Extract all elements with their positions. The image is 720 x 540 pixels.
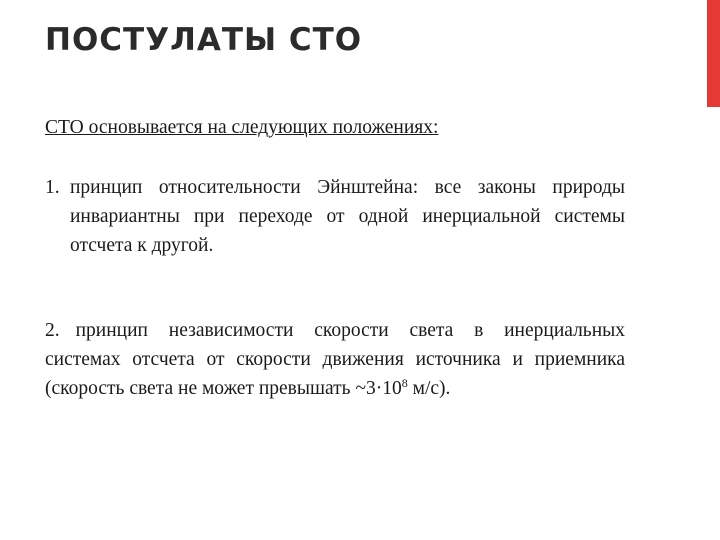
list-item-2-text-end: м/с). bbox=[407, 378, 451, 399]
list-item-2-number: 2. bbox=[45, 320, 60, 341]
intro-text: СТО основывается на следующих положениях: bbox=[45, 117, 439, 138]
list-item-2-exponent: 8 bbox=[401, 376, 408, 390]
list-item-1-text: принцип относительности Эйнштейна: все законы природы инвариантны при переходе от одной инерциальной системы отсчета к другой. bbox=[70, 177, 625, 256]
slide-title: ПОСТУЛАТЫ СТО bbox=[45, 22, 363, 58]
list-item-2-text: принцип независимости скорости света в инерциальных системах отсчета от скорости движения источника и приемника (скорость света не может превышать ~3·10 bbox=[45, 320, 625, 399]
list-item-1-number: 1. bbox=[45, 177, 60, 198]
list-item-1 bbox=[45, 173, 625, 260]
accent-bar bbox=[707, 0, 720, 107]
list-item-2 bbox=[45, 316, 625, 403]
